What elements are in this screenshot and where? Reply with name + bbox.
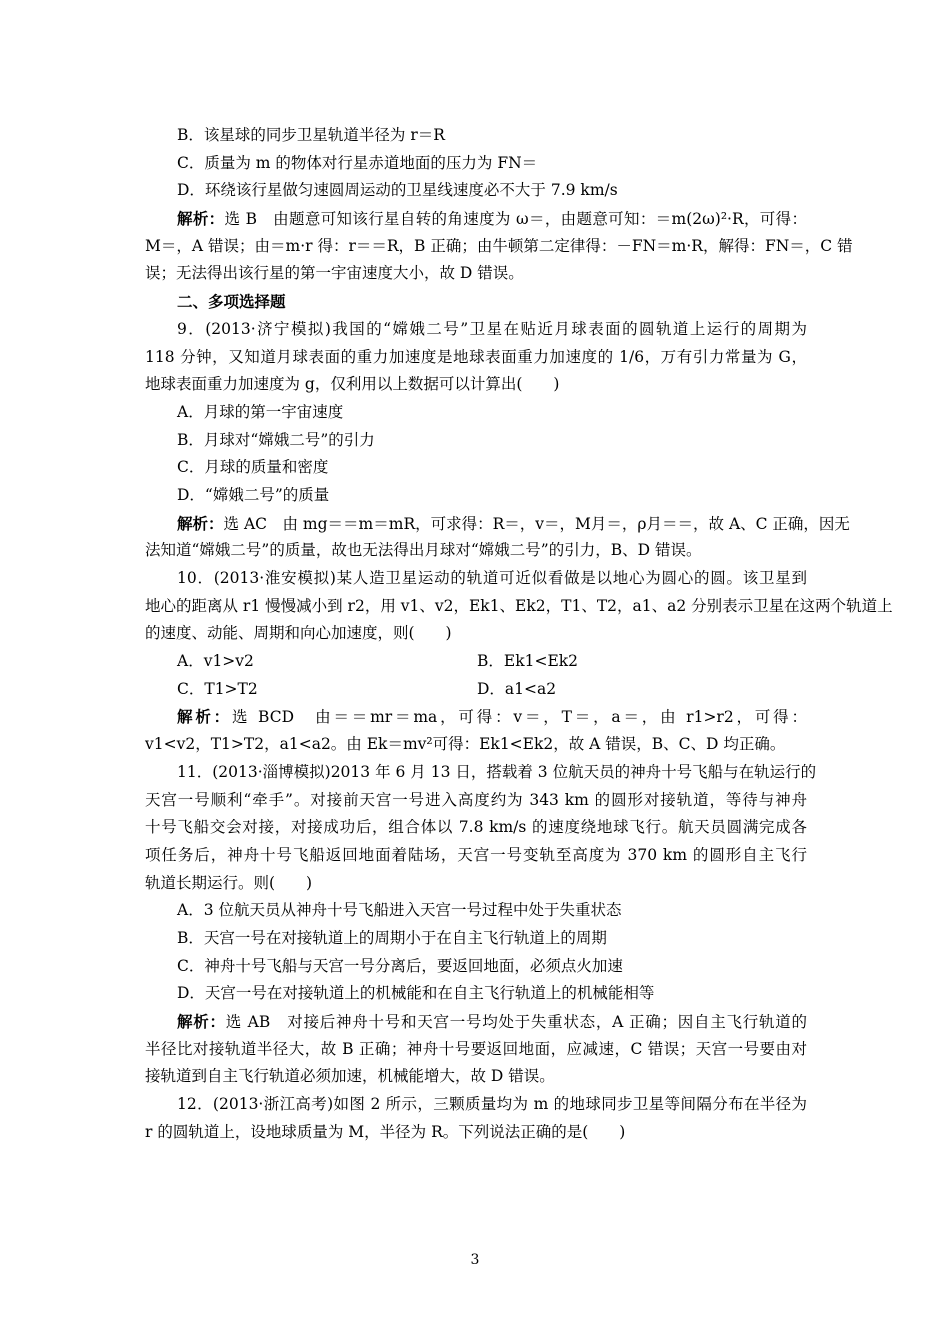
- text-line: [145, 648, 807, 676]
- text-line: [145, 260, 807, 288]
- line-text: C．神舟十号飞船与天宫一号分离后，要返回地面，必须点火加速: [177, 956, 623, 975]
- line-text: 9．(2013·济宁模拟)我国的“嫦娥二号”卫星在贴近月球表面的圆轨道上运行的周期为: [177, 319, 807, 338]
- section-label: 解析：: [177, 707, 232, 727]
- text-line: [145, 1008, 807, 1036]
- line-text: 118 分钟，又知道月球表面的重力加速度是地球表面重力加速度的 1/6，万有引力常量为 G，: [145, 347, 807, 366]
- text-line: [145, 842, 807, 870]
- text-line: [145, 980, 807, 1008]
- line-text: 接轨道到自主飞行轨道必须加速，机械能增大，故 D 错误。: [145, 1067, 555, 1086]
- option-right: B．Ek1<Ek2: [477, 652, 579, 671]
- line-text: 轨道长期运行。则( ): [145, 873, 313, 892]
- text-line: [145, 787, 807, 815]
- line-text: 项任务后，神舟十号飞船返回地面着陆场，天宫一号变轨至高度为 370 km 的圆形自主飞行: [145, 845, 807, 864]
- line-text: 地心的距离从 r1 慢慢减小到 r2，用 v1、v2，Ek1、Ek2，T1、T2，a1、a2 分别表示卫星在这两个轨道上: [145, 596, 893, 615]
- text-line: [145, 1091, 807, 1119]
- line-text: D．环绕该行星做匀速圆周运动的卫星线速度必不大于 7.9 km/s: [177, 181, 618, 200]
- line-text: 天宫一号顺利“牵手”。对接前天宫一号进入高度约为 343 km 的圆形对接轨道，等待与神舟: [145, 790, 807, 809]
- line-text: 选 B 由题意可知该行星自转的角速度为 ω＝，由题意可知：＝m(2ω)²·R，可得：: [224, 210, 807, 229]
- line-text: 11．(2013·淄博模拟)2013 年 6 月 13 日，搭载着 3 位航天员的神舟十号飞船与在轨运行的: [177, 762, 817, 781]
- line-text: r 的圆轨道上，设地球质量为 M，半径为 R。下列说法正确的是( ): [145, 1122, 626, 1141]
- option-right: D．a1<a2: [477, 679, 557, 698]
- text-line: [145, 537, 807, 565]
- option-left: C．T1>T2: [177, 679, 258, 698]
- line-text: 选 BCD 由＝＝mr＝ma，可得：v＝，T＝，a＝，由 r1>r2，可得：: [231, 708, 807, 727]
- text-line: [145, 150, 807, 178]
- line-text: 的速度、动能、周期和向心加速度，则( ): [145, 624, 452, 643]
- option-left: A．v1>v2: [177, 652, 254, 671]
- line-text: v1<v2，T1>T2，a1<a2。由 Ek＝mv²可得：Ek1<Ek2，故 A 错误，B、C、D 均正确。: [145, 735, 786, 754]
- text-line: [145, 620, 807, 648]
- text-line: [145, 814, 807, 842]
- line-text: B．天宫一号在对接轨道上的周期小于在自主飞行轨道上的周期: [177, 928, 607, 947]
- line-text: 十号飞船交会对接，对接成功后，组合体以 7.8 km/s 的速度绕地球飞行。航天员圆满完成各: [145, 818, 807, 837]
- line-text: 10．(2013·淮安模拟)某人造卫星运动的轨道可近似看做是以地心为圆心的圆。该卫星到: [177, 569, 807, 587]
- text-line: [145, 925, 807, 953]
- section-label: 解析：: [177, 209, 225, 229]
- text-line: [145, 703, 807, 731]
- text-line: [145, 759, 817, 787]
- page-number: 3: [470, 1252, 480, 1268]
- section-label: 解析：: [177, 513, 224, 533]
- line-text: A．3 位航天员从神舟十号飞船进入天宫一号过程中处于失重状态: [177, 901, 622, 920]
- text-line: [145, 565, 807, 593]
- line-text: A．月球的第一宇宙速度: [177, 402, 344, 421]
- line-text: 12．(2013·浙江高考)如图 2 所示，三颗质量均为 m 的地球同步卫星等间隔分布在半径为: [177, 1095, 807, 1114]
- line-text: C．月球的质量和密度: [177, 458, 329, 477]
- text-line: [145, 1119, 807, 1147]
- text-line: [145, 731, 807, 759]
- text-line: [145, 177, 807, 205]
- line-text: D．“嫦娥二号”的质量: [177, 485, 330, 504]
- line-text: 半径比对接轨道半径大，故 B 正确；神舟十号要返回地面，应减速，C 错误；天宫一号要由对: [145, 1039, 807, 1058]
- line-text: B．月球对“嫦娥二号”的引力: [177, 430, 375, 449]
- text-line: [145, 676, 807, 704]
- document-body: [145, 122, 893, 1146]
- text-line: [145, 233, 853, 261]
- text-line: [145, 482, 807, 510]
- line-text: 选 AC 由 mg＝＝m＝mR，可求得：R＝，v＝，M月＝，ρ月＝＝，故 A、C 正确，因无: [223, 514, 850, 533]
- text-line: [145, 399, 807, 427]
- text-line: [145, 1036, 807, 1064]
- text-line: [145, 593, 893, 621]
- text-line: [145, 371, 807, 399]
- section-label: 解析：: [177, 1012, 226, 1031]
- text-line: [145, 344, 807, 372]
- text-line: [145, 953, 807, 981]
- text-line: [145, 122, 807, 150]
- line-text: C．质量为 m 的物体对行星赤道地面的压力为 FN＝: [177, 153, 538, 172]
- line-text: 误；无法得出该行星的第一宇宙速度大小，故 D 错误。: [145, 264, 524, 283]
- text-line: [145, 454, 807, 482]
- line-text: M＝，A 错误；由＝m·r 得：r＝＝R，B 正确；由牛顿第二定律得：－FN＝m·R，解得：FN＝，C 错: [145, 236, 853, 255]
- text-line: [145, 870, 807, 898]
- text-line: [145, 316, 807, 344]
- text-line: [145, 205, 807, 233]
- line-text: 法知道“嫦娥二号”的质量，故也无法得出月球对“嫦娥二号”的引力，B、D 错误。: [145, 541, 702, 560]
- text-line: [145, 288, 807, 316]
- line-text: 地球表面重力加速度为 g，仅利用以上数据可以计算出( ): [145, 375, 560, 394]
- text-line: [145, 510, 850, 538]
- text-line: [145, 897, 807, 925]
- line-text: B．该星球的同步卫星轨道半径为 r＝R: [177, 126, 445, 144]
- text-line: [145, 1063, 807, 1091]
- line-text: D．天宫一号在对接轨道上的机械能和在自主飞行轨道上的机械能相等: [177, 984, 655, 1003]
- line-text: 选 AB 对接后神舟十号和天宫一号均处于失重状态，A 正确；因自主飞行轨道的: [225, 1013, 807, 1031]
- text-line: [145, 427, 807, 455]
- section-label: 二、多项选择题: [177, 292, 286, 312]
